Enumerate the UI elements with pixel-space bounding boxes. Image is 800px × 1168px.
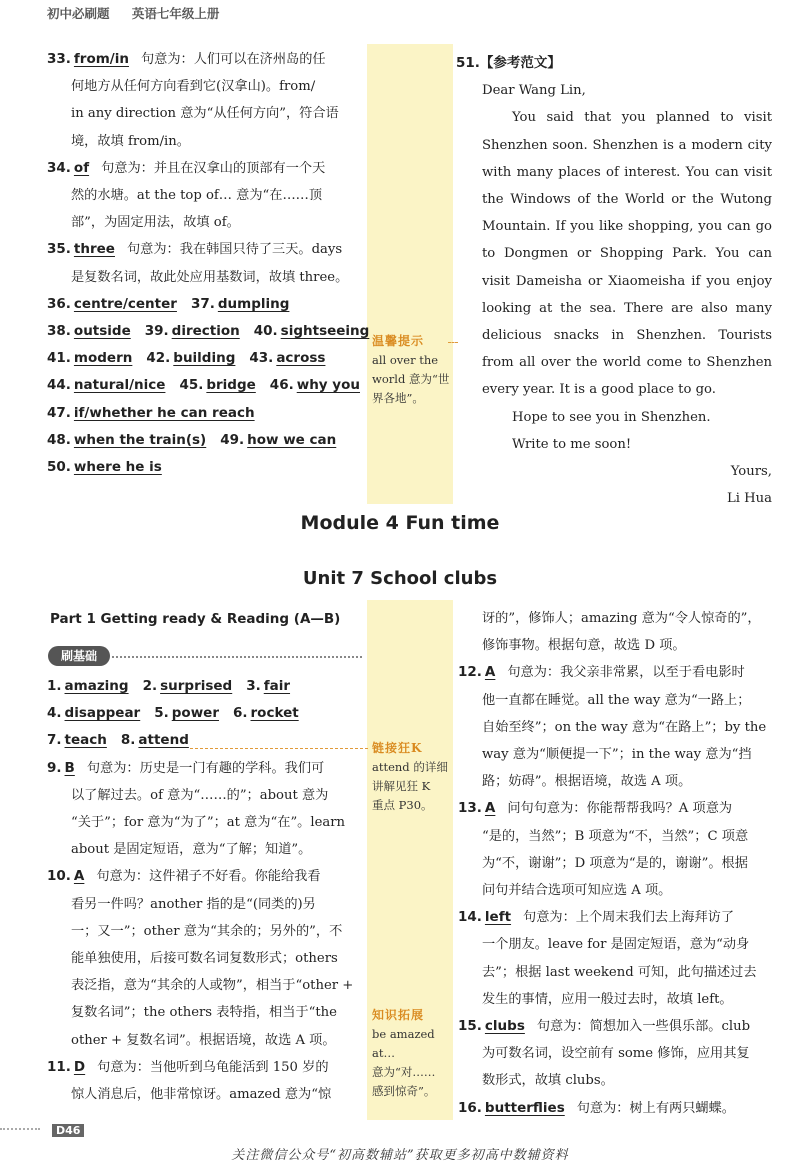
answer-line [47,291,365,318]
corner-dots [0,1128,40,1130]
book-title: 初中必刷题 [47,6,110,21]
answer-line [47,918,365,945]
explanation-text: 发生的事情，应用一般过去时，故填 left。 [482,991,733,1007]
explanation-text: 路；妨碍”。根据语境，故选 A 项。 [482,774,692,790]
answer-text: why you [296,377,360,394]
answer-text: rocket [250,705,299,722]
item-number: 3. [246,678,261,694]
answer-text: if/whether he can reach [73,404,255,421]
answer-line [458,959,774,986]
answer-line [458,1095,774,1122]
explanation-text: way 意为“顺便提一下”；in the way 意为“挡 [482,747,752,763]
answers-bottom-right [458,605,774,1122]
item-number: 40. [253,323,278,340]
essay-paragraph: You said that you planned to visit Shenzhen soon. Shenzhen is a modern city with many places of interest. You can visit the Windows of the World or the Wutong Mountain. If you like shopping, you can go to Dongmen or Shopping Park. You can visit Dameisha or Xiaomeisha if you enjoy looking at the sea. There are also many delicious snacks in Shenzhen. Tourists from all over the world come to Shenzhen every year. It is a good place to go. [482,110,772,398]
essay-line: Hope to see you in Shenzhen. [512,409,711,425]
answer-line [458,714,774,741]
answer-line [47,427,365,454]
answer-text: across [276,350,326,367]
answer-line [47,945,365,972]
answer-text: amazing [64,678,129,694]
tip-warm-line: 界各地”。 [372,391,424,405]
answer-line [47,128,365,155]
answer-line [458,741,774,768]
answer-text: outside [73,323,131,340]
answer-line [47,73,365,100]
item-number: 44. [47,377,71,394]
answer-line [47,454,365,481]
answer-text: three [73,241,115,258]
answer-line [458,877,774,904]
item-number: 35. [47,241,71,258]
tip-knowledge-line: 意为“对…… [372,1065,436,1079]
item-number: 33. [47,51,71,67]
answer-line [458,687,774,714]
essay-salutation: Dear Wang Lin, [482,83,586,99]
answer-text: building [173,350,236,367]
item-number: 5. [154,705,169,722]
answer-line [458,986,774,1013]
answer-text: centre/center [73,295,177,312]
answer-line [47,999,365,1026]
answer-text: from/in [73,51,129,67]
section-badge: 刷基础 [48,646,110,666]
answer-line [47,372,365,399]
explanation-text: 表泛指，意为“其余的人或物”，相当于“other + [71,978,354,994]
answer-line [47,100,365,127]
subject-title: 英语七年级上册 [131,6,220,21]
explanation-text: 去”；根据 last weekend 可知，此句描述过去 [482,964,757,980]
answer-text: sightseeing [280,323,370,340]
item-number: 1. [47,678,62,694]
essay-line: Write to me soon! [512,436,632,452]
explanation-text: 境，故填 from/in。 [71,133,190,149]
item-number: 48. [47,431,71,448]
margin-band-top [367,44,453,504]
tip-link-line: 讲解见狂 K [372,779,431,793]
answer-text: clubs [484,1018,525,1035]
explanation-text: 为“不，谢谢”；D 项意为“是的，谢谢”。根据 [482,855,748,871]
answer-text: bridge [206,377,256,394]
item-number: 37. [190,295,215,312]
unit-title: Unit 7 School clubs [302,568,498,589]
item-number: 45. [179,377,204,394]
item-number: 16. [458,1099,482,1116]
item-number: 46. [269,377,294,394]
explanation-text: 为可数名词，设空前有 some 修饰，应用其复 [482,1046,750,1062]
explanation-text: 然的水塘。at the top of… 意为“在……顶 [71,188,323,204]
answer-line [458,605,774,632]
answer-line [47,836,365,863]
explanation-text: 一；又一”；other 意为“其余的；另外的”，不 [71,923,343,939]
item-number: 41. [47,350,71,367]
item-number: 15. [458,1018,482,1035]
answer-text: natural/nice [73,377,166,394]
answer-line [47,46,365,73]
explanation-text: 他一直都在睡觉。all the way 意为“一路上； [482,692,751,708]
answers-top-left [47,46,370,481]
item-number: 2. [142,678,158,694]
answer-text: A [484,664,496,681]
answer-line [458,795,774,822]
tip-link [372,739,452,815]
answer-line [47,700,365,727]
item-number: 10. [47,868,71,885]
explanation-text: 句意为：树上有两只蝴蝶。 [576,1100,735,1116]
item-number: 9. [47,759,62,776]
explanation-text: 句意为：上个周末我们去上海拜访了 [523,910,735,926]
answer-text: how we can [247,431,337,448]
item-number: 49. [220,431,245,448]
item-number: 39. [144,323,169,340]
tip-warm [372,332,452,408]
explanation-text: 句意为：我父亲非常累，以至于看电影时 [507,665,745,681]
answer-line [458,1040,774,1067]
item-number: 7. [47,732,62,749]
answer-text: fair [263,678,291,694]
explanation-text: 句意为：简想加入一些俱乐部。club [536,1019,751,1035]
module-title: Module 4 Fun time [300,512,500,534]
tip-warm-line: all over the [372,353,439,367]
item-number: 38. [47,323,71,340]
answer-text: teach [64,732,107,749]
explanation-text: 问句句意为：你能帮帮我吗？A 项意为 [507,801,733,817]
answer-text: A [73,868,85,885]
answer-line [458,850,774,877]
answer-line [458,659,774,686]
answer-line [47,209,365,236]
footer-note: 关注微信公众号“初高数辅站”获取更多初高中数辅资料 [231,1148,569,1163]
answer-line [47,727,365,754]
answer-text: dumpling [217,295,290,312]
answer-line [47,1054,365,1081]
item-number: 14. [458,909,482,926]
item-number: 34. [47,159,71,176]
explanation-text: 句意为：并且在汉拿山的顶部有一个天 [101,160,326,176]
answer-text: of [73,159,90,176]
explanation-text: about 是固定短语，意为“了解；知道”。 [71,842,312,858]
answer-line [47,972,365,999]
item-number: 8. [120,732,136,749]
tip-link-line: attend 的详细 [372,760,448,774]
badge-divider [112,656,362,658]
model-essay [456,50,772,512]
explanation-text: 句意为：这件裙子不好看。你能给我看 [96,869,321,885]
explanation-text: 自始至终”；on the way 意为“在路上”；by the [482,719,767,735]
explanation-text: 数形式，故填 clubs。 [482,1073,614,1089]
answer-line [47,155,365,182]
answer-line [47,809,365,836]
item-number: 13. [458,800,482,817]
explanation-text: “关于”；for 意为“为了”；at 意为“在”。learn [71,815,346,831]
answer-line [458,632,774,659]
answer-text: A [484,800,496,817]
explanation-text: 惊人消息后，他非常惊讶。amazed 意为“惊 [71,1087,332,1103]
answer-line [47,1027,365,1054]
item-number: 11. [47,1058,71,1075]
answer-line [47,182,365,209]
answer-line [47,782,365,809]
tip-knowledge [372,1006,452,1101]
explanation-text: 句意为：人们可以在济州岛的任 [140,52,326,67]
answer-line [458,768,774,795]
answer-text: disappear [64,705,141,722]
tip-link-line: 重点 P30。 [372,798,433,812]
answer-line [458,1067,774,1094]
explanation-text: 能单独使用，后接可数名词复数形式；others [71,951,338,967]
answer-text: power [171,705,219,722]
answer-line [47,891,365,918]
explanation-text: 一个朋友。leave for 是固定短语，意为“动身 [482,937,750,953]
tip-knowledge-line: be amazed at… [372,1027,435,1060]
explanation-text: 是复数名词，故此处应用基数词，故填 three。 [71,269,349,285]
explanation-text: 何地方从任何方向看到它(汉拿山)。from/ [71,79,316,95]
answer-text: attend [138,732,189,749]
explanation-text: 问句并结合选项可知应选 A 项。 [482,883,672,899]
answer-text: butterflies [484,1099,565,1116]
answer-line [458,904,774,931]
explanation-text: 句意为：历史是一门有趣的学科。我们可 [86,760,325,776]
page-number: D46 [52,1124,84,1137]
item-number: 36. [47,295,71,312]
item-number: 4. [47,705,62,722]
explanation-text: 讶的”，修饰人；amazing 意为“令人惊奇的”， [482,611,761,626]
explanation-text: 看另一件吗？another 指的是“(同类的)另 [71,896,316,912]
essay-label: 51.【参考范文】 [456,55,561,71]
item-number: 42. [146,350,171,367]
answer-text: surprised [160,678,233,694]
item-number: 12. [458,664,482,681]
item-number: 50. [47,459,71,476]
explanation-text: 句意为：我在韩国只待了三天。days [126,242,343,258]
explanation-text: 以了解过去。of 意为“……的”；about 意为 [71,787,329,803]
answer-line [47,236,365,263]
answer-line [47,345,365,372]
answer-line [47,318,370,345]
explanation-text: 句意为：当他听到乌龟能活到 150 岁的 [97,1059,329,1075]
answer-line [47,1081,365,1108]
explanation-text: 复数名词”；the others 表特指，相当于“the [71,1005,337,1021]
answers-bottom-left [47,673,365,1108]
essay-signature: Li Hua [726,491,772,507]
answer-text: left [484,909,512,926]
running-header [47,4,237,22]
answer-text: modern [73,350,133,367]
answer-text: D [73,1058,86,1075]
answer-text: when the train(s) [73,431,207,448]
tip-link-arrow [190,748,368,749]
essay-closing: Yours, [730,464,772,480]
tip-warm-tag: 温馨提示 [372,334,425,348]
tip-warm-line: world 意为“世 [372,372,450,386]
explanation-text: other + 复数名词”。根据语境，故选 A 项。 [71,1032,336,1048]
explanation-text: “是的，当然”；B 项意为“不，当然”；C 项意 [482,828,749,844]
part-title: Part 1 Getting ready & Reading (A—B) [50,611,341,627]
tip-knowledge-tag: 知识拓展 [372,1008,425,1022]
answer-text: where he is [73,459,162,476]
answer-line [458,931,774,958]
item-number: 47. [47,404,71,421]
answer-line [458,823,774,850]
tip-link-tag: 链接狂K [372,741,423,755]
explanation-text: 部”，为固定用法，故填 of。 [71,215,240,231]
answer-text: direction [171,323,240,340]
explanation-text: in any direction 意为“从任何方向”，符合语 [71,106,339,122]
answer-line [47,863,365,890]
answer-line [47,264,365,291]
explanation-text: 修饰事物。根据句意，故选 D 项。 [482,638,686,654]
answer-line [458,1013,774,1040]
answer-text: B [64,759,75,776]
answer-line [47,755,365,782]
answer-line [47,673,365,700]
answer-line [47,400,365,427]
item-number: 43. [249,350,274,367]
tip-knowledge-line: 感到惊奇”。 [372,1084,436,1098]
item-number: 6. [232,705,248,722]
